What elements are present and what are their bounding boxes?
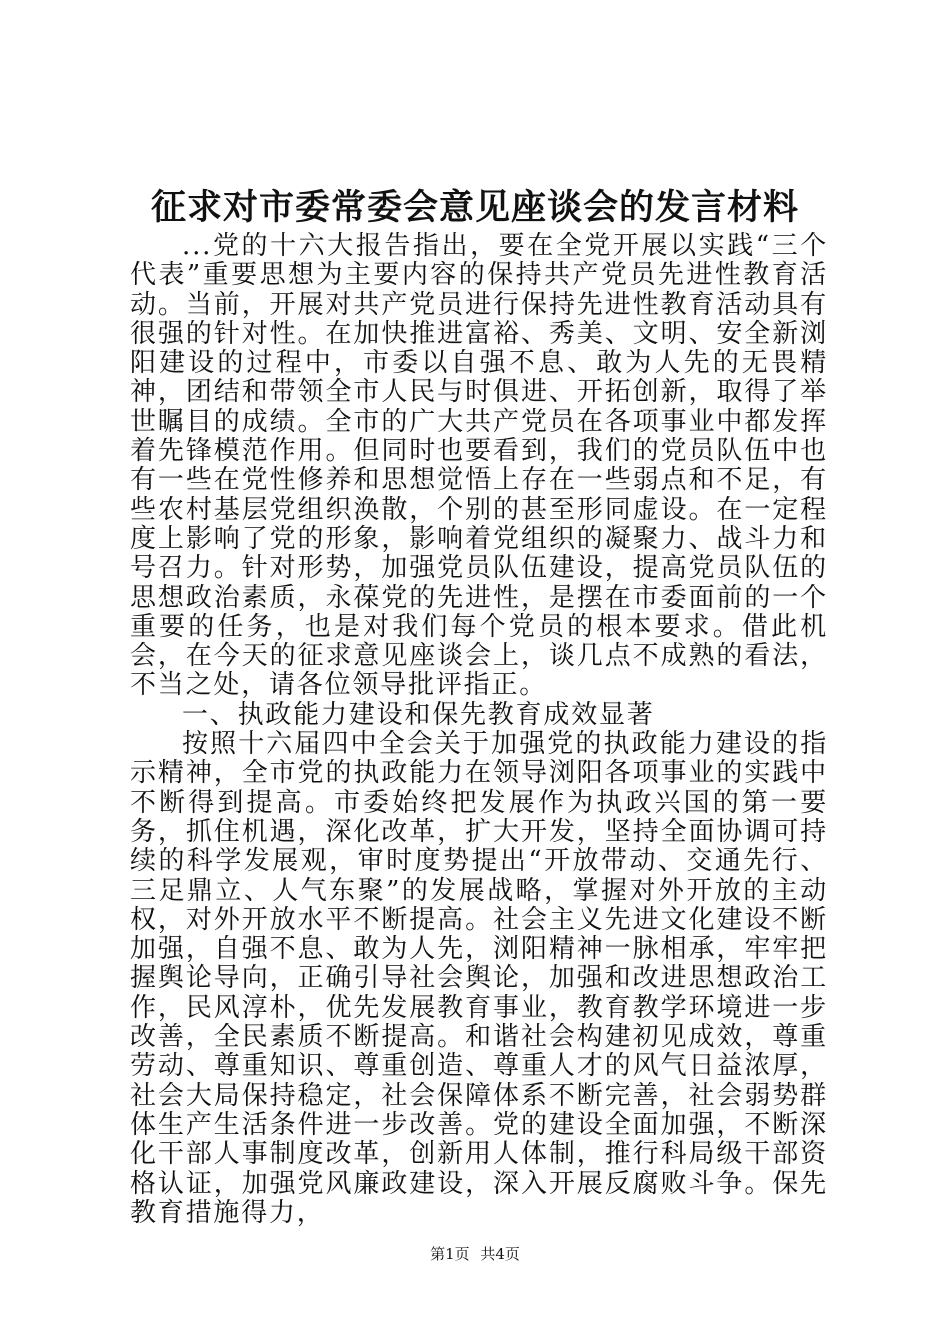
- page-footer: [0, 1244, 950, 1264]
- section-heading: 一、执政能力建设和保先教育成效显著: [182, 699, 655, 730]
- page-number: 第1页: [430, 1245, 470, 1263]
- page-total: 共4页: [480, 1245, 520, 1263]
- paragraph-section-one: 按照十六届四中全会关于加强党的执政能力建设的指示精神，全市党的执政能力在领导浏阳各项事业的实践中不断得到提高。市委始终把发展作为执政兴国的第一要务，抓住机遇，深化改革，扩大开发，坚持全面协调可持续的科学发展观，审时度势提出“开放带动、交通先行、三足鼎立、人气东聚”的发展战略，掌握对外开放的主动权，对外开放水平不断提高。社会主义先进文化建设不断加强，自强不息、敢为人先，浏阳精神一脉相承，牢牢把握舆论导向，正确引导社会舆论，加强和改进思想政治工作，民风淳朴，优先发展教育事业，教育教学环境进一步改善，全民素质不断提高。和谐社会构建初见成效，尊重劳动、尊重知识、尊重创造、尊重人才的风气日益浓厚，社会大局保持稳定，社会保障体系不断完善，社会弱势群体生产生活条件进一步改善。党的建设全面加强，不断深化干部人事制度改革，创新用人体制，推行科局级干部资格认证，加强党风廉政建设，深入开展反腐败斗争。保先教育措施得力，: [130, 729, 828, 1228]
- paragraph-intro: ...党的十六大报告指出，要在全党开展以实践“三个代表”重要思想为主要内容的保持共产党员先进性教育活动。当前，开展对共产党员进行保持先进性教育活动具有很强的针对性。在加快推进富裕、秀美、文明、安全新浏阳建设的过程中，市委以自强不息、敢为人先的无畏精神，团结和带领全市人民与时俱进、开拓创新，取得了举世瞩目的成绩。全市的广大共产党员在各项事业中都发挥着先锋模范作用。但同时也要看到，我们的党员队伍中也有一些在党性修养和思想觉悟上存在一些弱点和不足，有些农村基层党组织涣散，个别的甚至形同虚设。在一定程度上影响了党的形象，影响着党组织的凝聚力、战斗力和号召力。针对形势，加强党员队伍建设，提高党员队伍的思想政治素质，永葆党的先进性，是摆在市委面前的一个重要的任务，也是对我们每个党员的根本要求。借此机会，在今天的征求意见座谈会上，谈几点不成熟的看法，不当之处，请各位领导批评指正。: [130, 231, 828, 701]
- document-body: [130, 232, 828, 1228]
- document-title: 征求对市委常委会意见座谈会的发言材料: [150, 187, 799, 228]
